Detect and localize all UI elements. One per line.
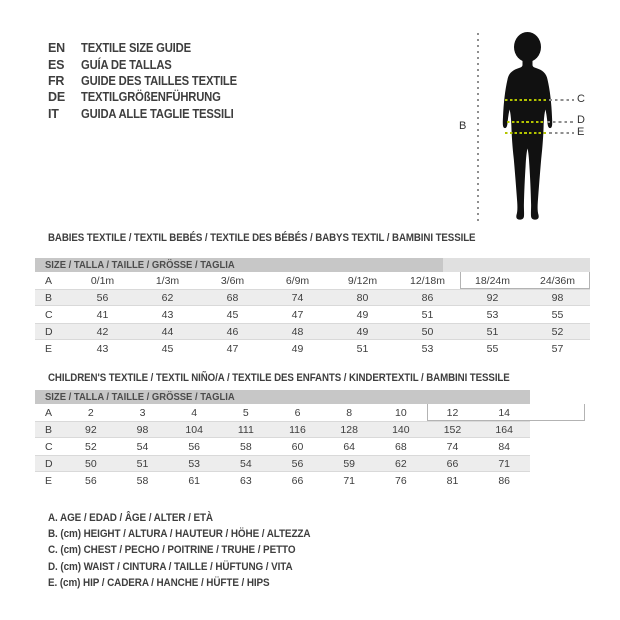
table-cell: 43 <box>161 308 174 321</box>
table-cell: 68 <box>226 291 239 304</box>
table-cell: 48 <box>291 325 304 338</box>
row-label: A <box>45 274 53 287</box>
table-cell: 128 <box>340 423 358 436</box>
row-label: A <box>45 406 53 419</box>
table-cell: 57 <box>551 342 564 355</box>
height-measure-line <box>477 33 479 223</box>
table-cell: 47 <box>291 308 304 321</box>
table-cell: 62 <box>394 457 407 470</box>
language-code: ES <box>48 57 65 72</box>
table-row-d <box>35 323 590 340</box>
row-label: C <box>45 308 53 321</box>
table-cell: 54 <box>239 457 252 470</box>
language-row-fr <box>48 73 254 89</box>
table-cell: 66 <box>291 474 304 487</box>
table-cell: 86 <box>421 291 434 304</box>
table-cell: 50 <box>84 457 97 470</box>
row-label: E <box>45 342 53 355</box>
table-cell: 47 <box>226 342 239 355</box>
chest-measure-line <box>505 99 546 101</box>
table-cell: 1/3m <box>155 274 180 287</box>
table-cell: 104 <box>185 423 203 436</box>
legend-item <box>48 577 340 593</box>
table-cell: 61 <box>188 474 200 487</box>
table-cell: 59 <box>343 457 355 470</box>
table-cell: 53 <box>486 308 499 321</box>
height-measure-label: B <box>459 120 467 132</box>
table-cell: 62 <box>161 291 174 304</box>
table-cell: 64 <box>343 440 355 453</box>
table-row-e <box>35 340 590 357</box>
legend-item-text: C. (cm) CHEST / PECHO / POITRINE / TRUHE / PETTO <box>48 544 296 557</box>
legend-item-text: E. (cm) HIP / CADERA / HANCHE / HÜFTE / HIPS <box>48 576 270 589</box>
language-row-it <box>48 106 254 122</box>
legend-item <box>48 512 340 528</box>
table-cell: 51 <box>421 308 434 321</box>
table-cell: 44 <box>161 325 174 338</box>
table-cell: 56 <box>84 474 97 487</box>
measurement-legend <box>48 512 340 593</box>
row-label: B <box>45 291 53 304</box>
table-cell: 58 <box>239 440 252 453</box>
table-cell: 5 <box>242 406 249 419</box>
row-label: E <box>45 474 53 487</box>
table-cell: 12/18m <box>409 274 446 287</box>
table-row-e <box>35 472 530 489</box>
language-code: FR <box>48 73 65 88</box>
table-cell: 86 <box>498 474 510 487</box>
table-cell: 164 <box>495 423 513 436</box>
table-cell: 98 <box>551 291 564 304</box>
children-size-table <box>35 390 530 489</box>
table-cell: 49 <box>356 325 369 338</box>
language-title: GUIDA ALLE TAGLIE TESSILI <box>81 106 234 121</box>
waist-measure-leader <box>547 121 574 123</box>
table-cell: 52 <box>84 440 97 453</box>
babies-header-highlight <box>443 258 590 272</box>
table-cell: 111 <box>237 423 254 436</box>
legend-item-text: B. (cm) HEIGHT / ALTURA / HAUTEUR / HÖHE / ALTEZZA <box>48 528 311 541</box>
table-cell: 45 <box>161 342 174 355</box>
babies-selected-size-box <box>460 272 590 289</box>
table-cell: 63 <box>239 474 252 487</box>
table-row-b <box>35 421 530 438</box>
table-cell: 58 <box>136 474 149 487</box>
language-row-es <box>48 56 254 72</box>
row-label: D <box>45 457 53 470</box>
waist-measure-label: D <box>577 114 585 126</box>
table-cell: 74 <box>291 291 304 304</box>
table-cell: 24/36m <box>539 274 576 287</box>
chest-measure-label: C <box>577 93 585 105</box>
legend-item-text: A. AGE / EDAD / ÂGE / ALTER / ETÀ <box>48 512 213 524</box>
table-cell: 3 <box>139 406 146 419</box>
table-cell: 52 <box>551 325 564 338</box>
table-cell: 3/6m <box>220 274 245 287</box>
table-cell: 18/24m <box>474 274 511 287</box>
language-code: IT <box>48 106 59 121</box>
table-cell: 140 <box>392 423 410 436</box>
babies-size-header-band: SIZE / TALLA / TAILLE / GRÖSSE / TAGLIA <box>35 258 590 272</box>
table-row-b <box>35 289 590 306</box>
babies-size-table <box>35 258 590 357</box>
table-cell: 51 <box>486 325 499 338</box>
table-cell: 0/1m <box>90 274 115 287</box>
legend-item <box>48 528 340 544</box>
table-cell: 43 <box>96 342 109 355</box>
table-cell: 55 <box>551 308 564 321</box>
waist-measure-line <box>507 121 544 123</box>
table-cell: 55 <box>486 342 499 355</box>
table-cell: 84 <box>498 440 510 453</box>
table-cell: 71 <box>343 474 355 487</box>
table-row-d <box>35 455 530 472</box>
legend-item-text: D. (cm) WAIST / CINTURA / TAILLE / HÜFTUNG / VITA <box>48 560 293 573</box>
table-cell: 4 <box>191 406 198 419</box>
table-cell: 8 <box>346 406 353 419</box>
table-cell: 56 <box>96 291 109 304</box>
row-label: D <box>45 325 53 338</box>
babies-table-title: BABIES TEXTILE / TEXTIL BEBÉS / TEXTILE DES BÉBÉS / BABYS TEXTIL / BAMBINI TESSILE <box>48 232 476 244</box>
table-cell: 152 <box>443 423 462 436</box>
table-cell: 74 <box>446 440 459 453</box>
table-cell: 56 <box>291 457 304 470</box>
legend-item <box>48 544 340 560</box>
table-cell: 46 <box>226 325 239 338</box>
language-title: GUIDE DES TAILLES TEXTILE <box>81 73 237 88</box>
children-size-header-band: SIZE / TALLA / TAILLE / GRÖSSE / TAGLIA <box>35 390 530 404</box>
table-cell: 49 <box>291 342 304 355</box>
table-cell: 54 <box>136 440 149 453</box>
table-cell: 71 <box>498 457 510 470</box>
table-cell: 92 <box>486 291 499 304</box>
row-label: C <box>45 440 53 453</box>
table-cell: 80 <box>356 291 369 304</box>
table-cell: 2 <box>87 406 94 419</box>
language-row-de <box>48 89 254 105</box>
language-list <box>48 40 254 122</box>
table-cell: 98 <box>136 423 149 436</box>
table-cell: 92 <box>84 423 97 436</box>
row-label: B <box>45 423 53 436</box>
table-cell: 12 <box>446 406 459 419</box>
table-cell: 6 <box>294 406 301 419</box>
hip-measure-leader <box>549 132 574 134</box>
language-code: DE <box>48 90 65 105</box>
language-code: EN <box>48 41 65 56</box>
table-cell: 9/12m <box>347 274 378 287</box>
table-row-c <box>35 306 590 323</box>
hip-measure-line <box>505 132 546 134</box>
table-cell: 6/9m <box>285 274 310 287</box>
table-row-c <box>35 438 530 455</box>
hip-measure-label: E <box>577 126 585 138</box>
table-cell: 68 <box>394 440 407 453</box>
language-title: GUÍA DE TALLAS <box>81 57 172 72</box>
child-silhouette <box>492 30 564 222</box>
children-table-title: CHILDREN'S TEXTILE / TEXTIL NIÑO/A / TEXTILE DES ENFANTS / KINDERTEXTIL / BAMBINI TESSILE <box>48 372 510 384</box>
table-cell: 14 <box>498 406 510 419</box>
table-cell: 60 <box>291 440 304 453</box>
table-cell: 41 <box>96 308 109 321</box>
table-cell: 50 <box>421 325 434 338</box>
table-cell: 66 <box>446 457 459 470</box>
table-cell: 53 <box>188 457 200 470</box>
children-selected-size-box <box>427 404 585 421</box>
table-cell: 42 <box>96 325 109 338</box>
table-cell: 116 <box>289 423 306 436</box>
table-cell: 56 <box>188 440 200 453</box>
language-title: TEXTILE SIZE GUIDE <box>81 41 191 56</box>
table-cell: 53 <box>421 342 434 355</box>
table-cell: 45 <box>226 308 239 321</box>
table-cell: 51 <box>136 457 149 470</box>
chest-measure-leader <box>549 99 574 101</box>
legend-item <box>48 561 340 577</box>
table-cell: 81 <box>446 474 459 487</box>
table-cell: 49 <box>356 308 369 321</box>
table-cell: 51 <box>356 342 369 355</box>
table-cell: 10 <box>394 406 407 419</box>
language-title: TEXTILGRÖßENFÜHRUNG <box>81 90 221 105</box>
language-row-en <box>48 40 254 56</box>
table-cell: 76 <box>394 474 407 487</box>
